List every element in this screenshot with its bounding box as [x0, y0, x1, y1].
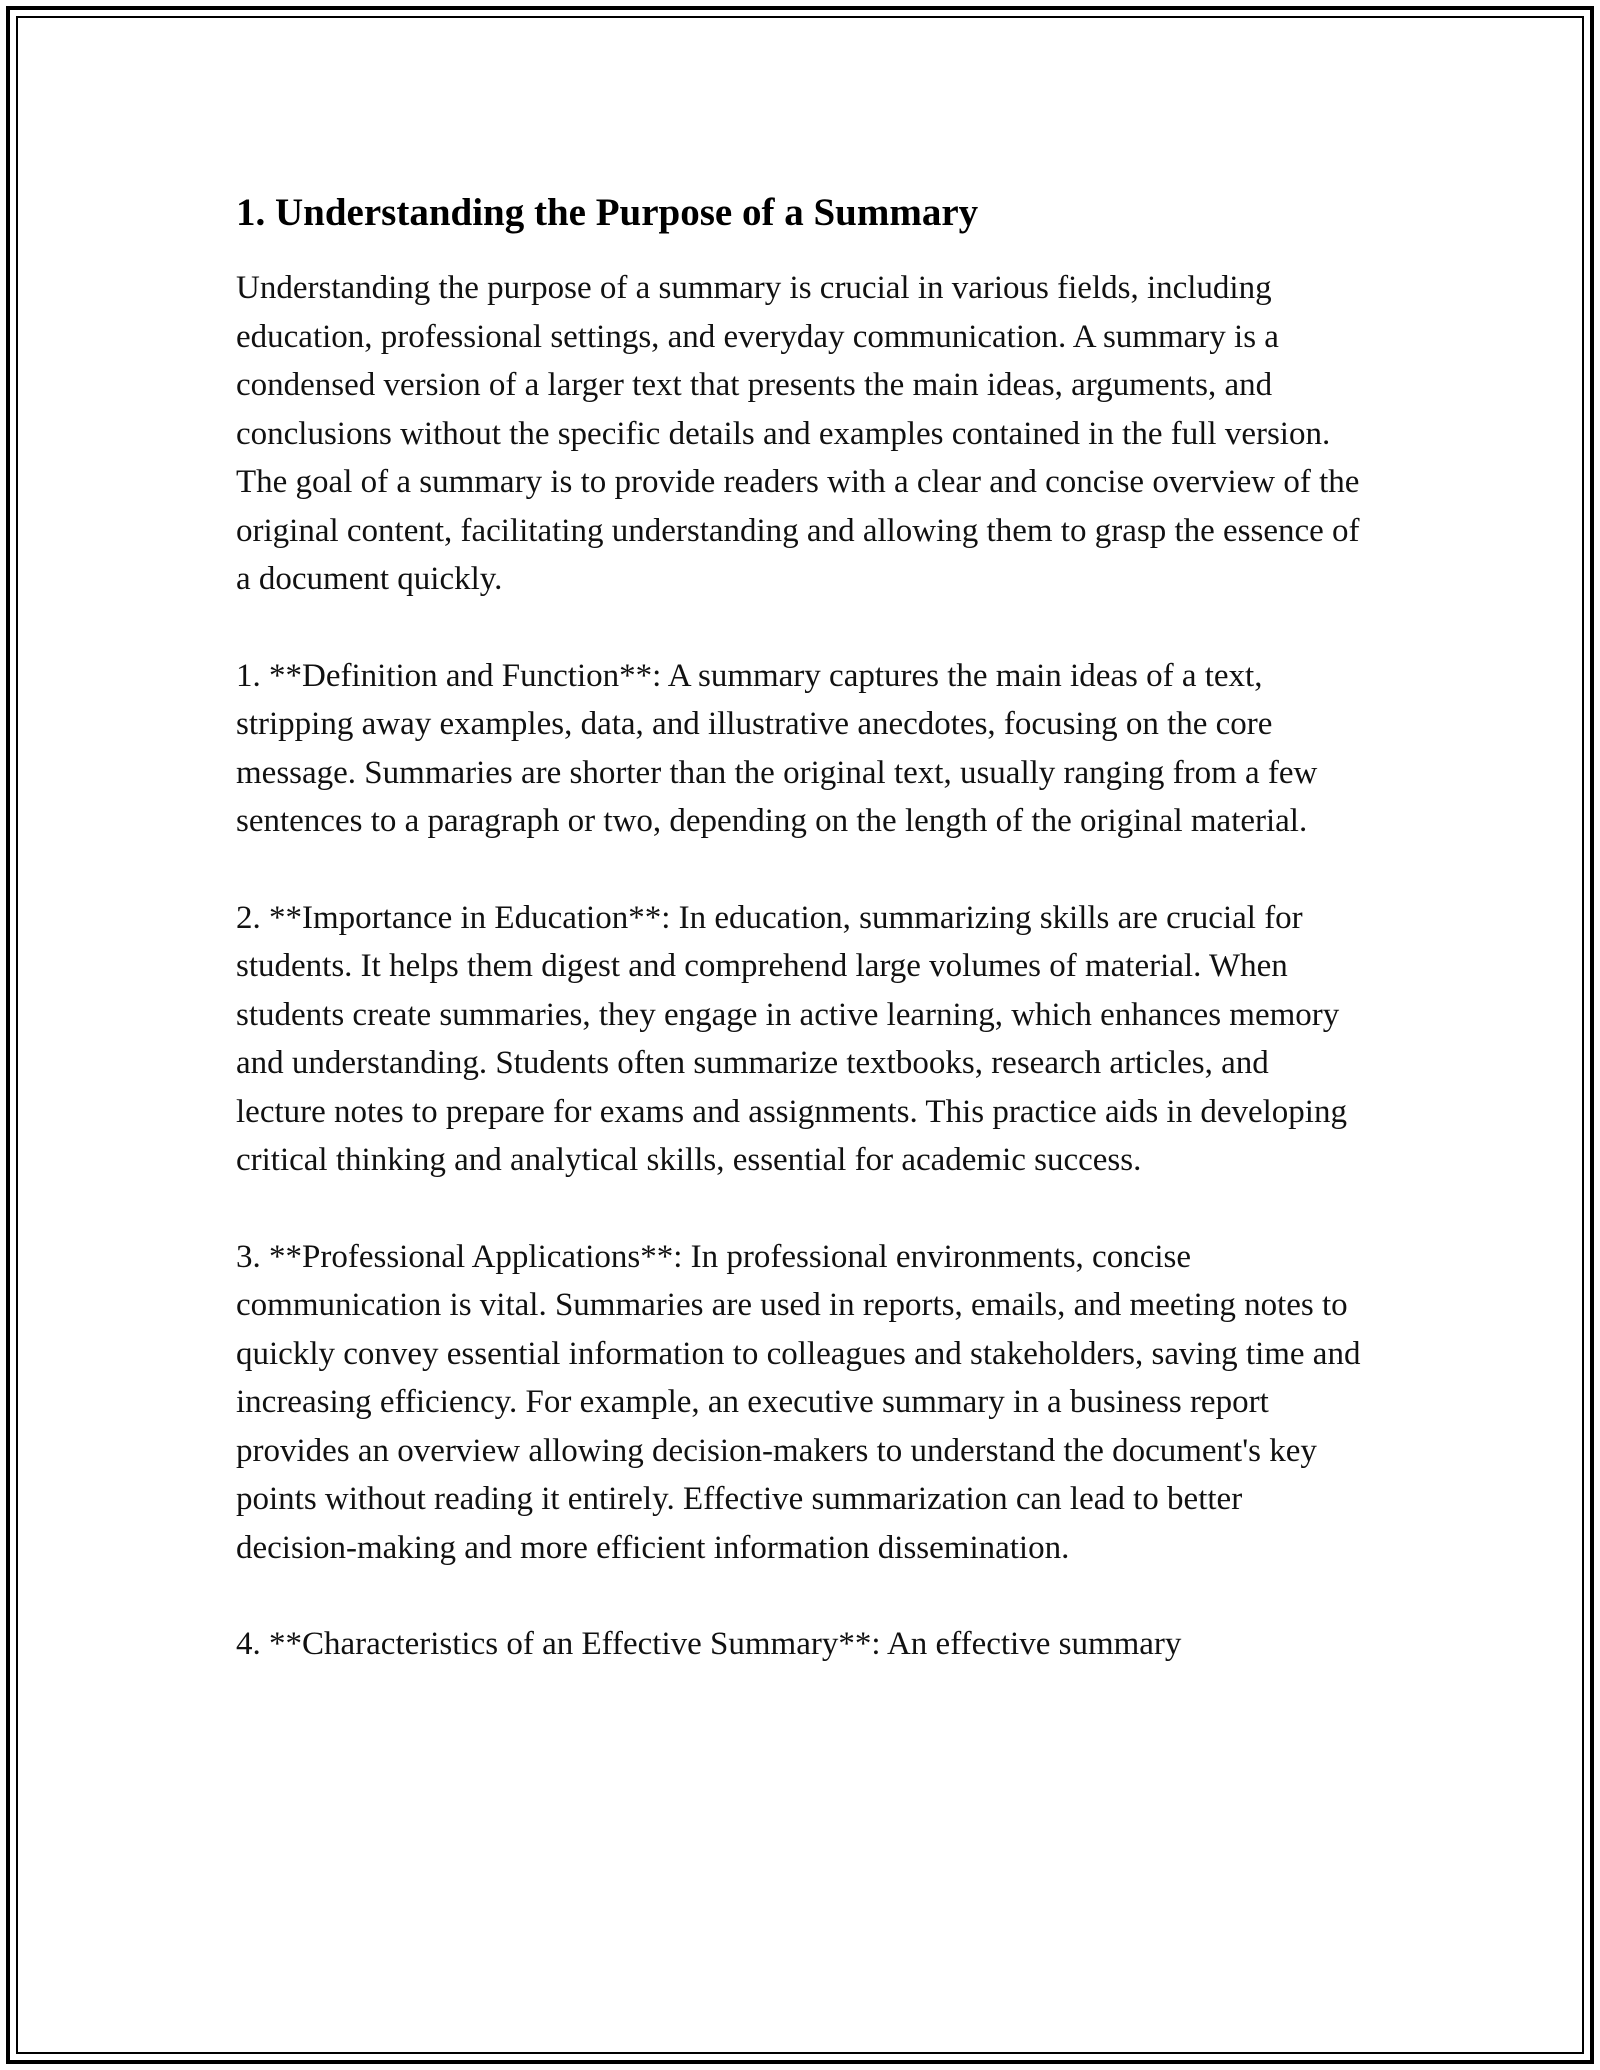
characteristics-paragraph: 4. **Characteristics of an Effective Summary**: An effective summary	[236, 1626, 1182, 1662]
section-heading: 1. Understanding the Purpose of a Summary	[236, 191, 979, 234]
intro-paragraph: Understanding the purpose of a summary is crucial in various fields, including education, professional settings, and everyday communication. A summary is a condensed version of a larger text that presents the main ideas, arguments, and conclusions without the specific details and examples contained in the full version. The goal of a summary is to provide readers with a clear and concise overview of the original content, facilitating understanding and allowing them to grasp the essence of a document quickly.	[236, 270, 1360, 597]
education-paragraph: 2. **Importance in Education**: In education, summarizing skills are crucial for students. It helps them digest and comprehend large volumes of material. When students create summaries, they engage in active learning, which enhances memory and understanding. Students often summarize textbooks, research articles, and lecture notes to prepare for exams and assignments. This practice aids in developing critical thinking and analytical skills, essential for academic success.	[236, 899, 1347, 1178]
definition-paragraph: 1. **Definition and Function**: A summary captures the main ideas of a text, stripping away examples, data, and illustrative anecdotes, focusing on the core message. Summaries are shorter than the original text, usually ranging from a few sentences to a paragraph or two, depending on the length of the original material.	[236, 657, 1318, 839]
document-body	[236, 188, 1366, 1717]
professional-paragraph: 3. **Professional Applications**: In professional environments, concise communication is vital. Summaries are used in reports, emails, and meeting notes to quickly convey essential information to colleagues and stakeholders, saving time and increasing efficiency. For example, an executive summary in a business report provides an overview allowing decision-makers to understand the document's key points without reading it entirely. Effective summarization can lead to better decision-making and more efficient information dissemination.	[236, 1238, 1361, 1566]
